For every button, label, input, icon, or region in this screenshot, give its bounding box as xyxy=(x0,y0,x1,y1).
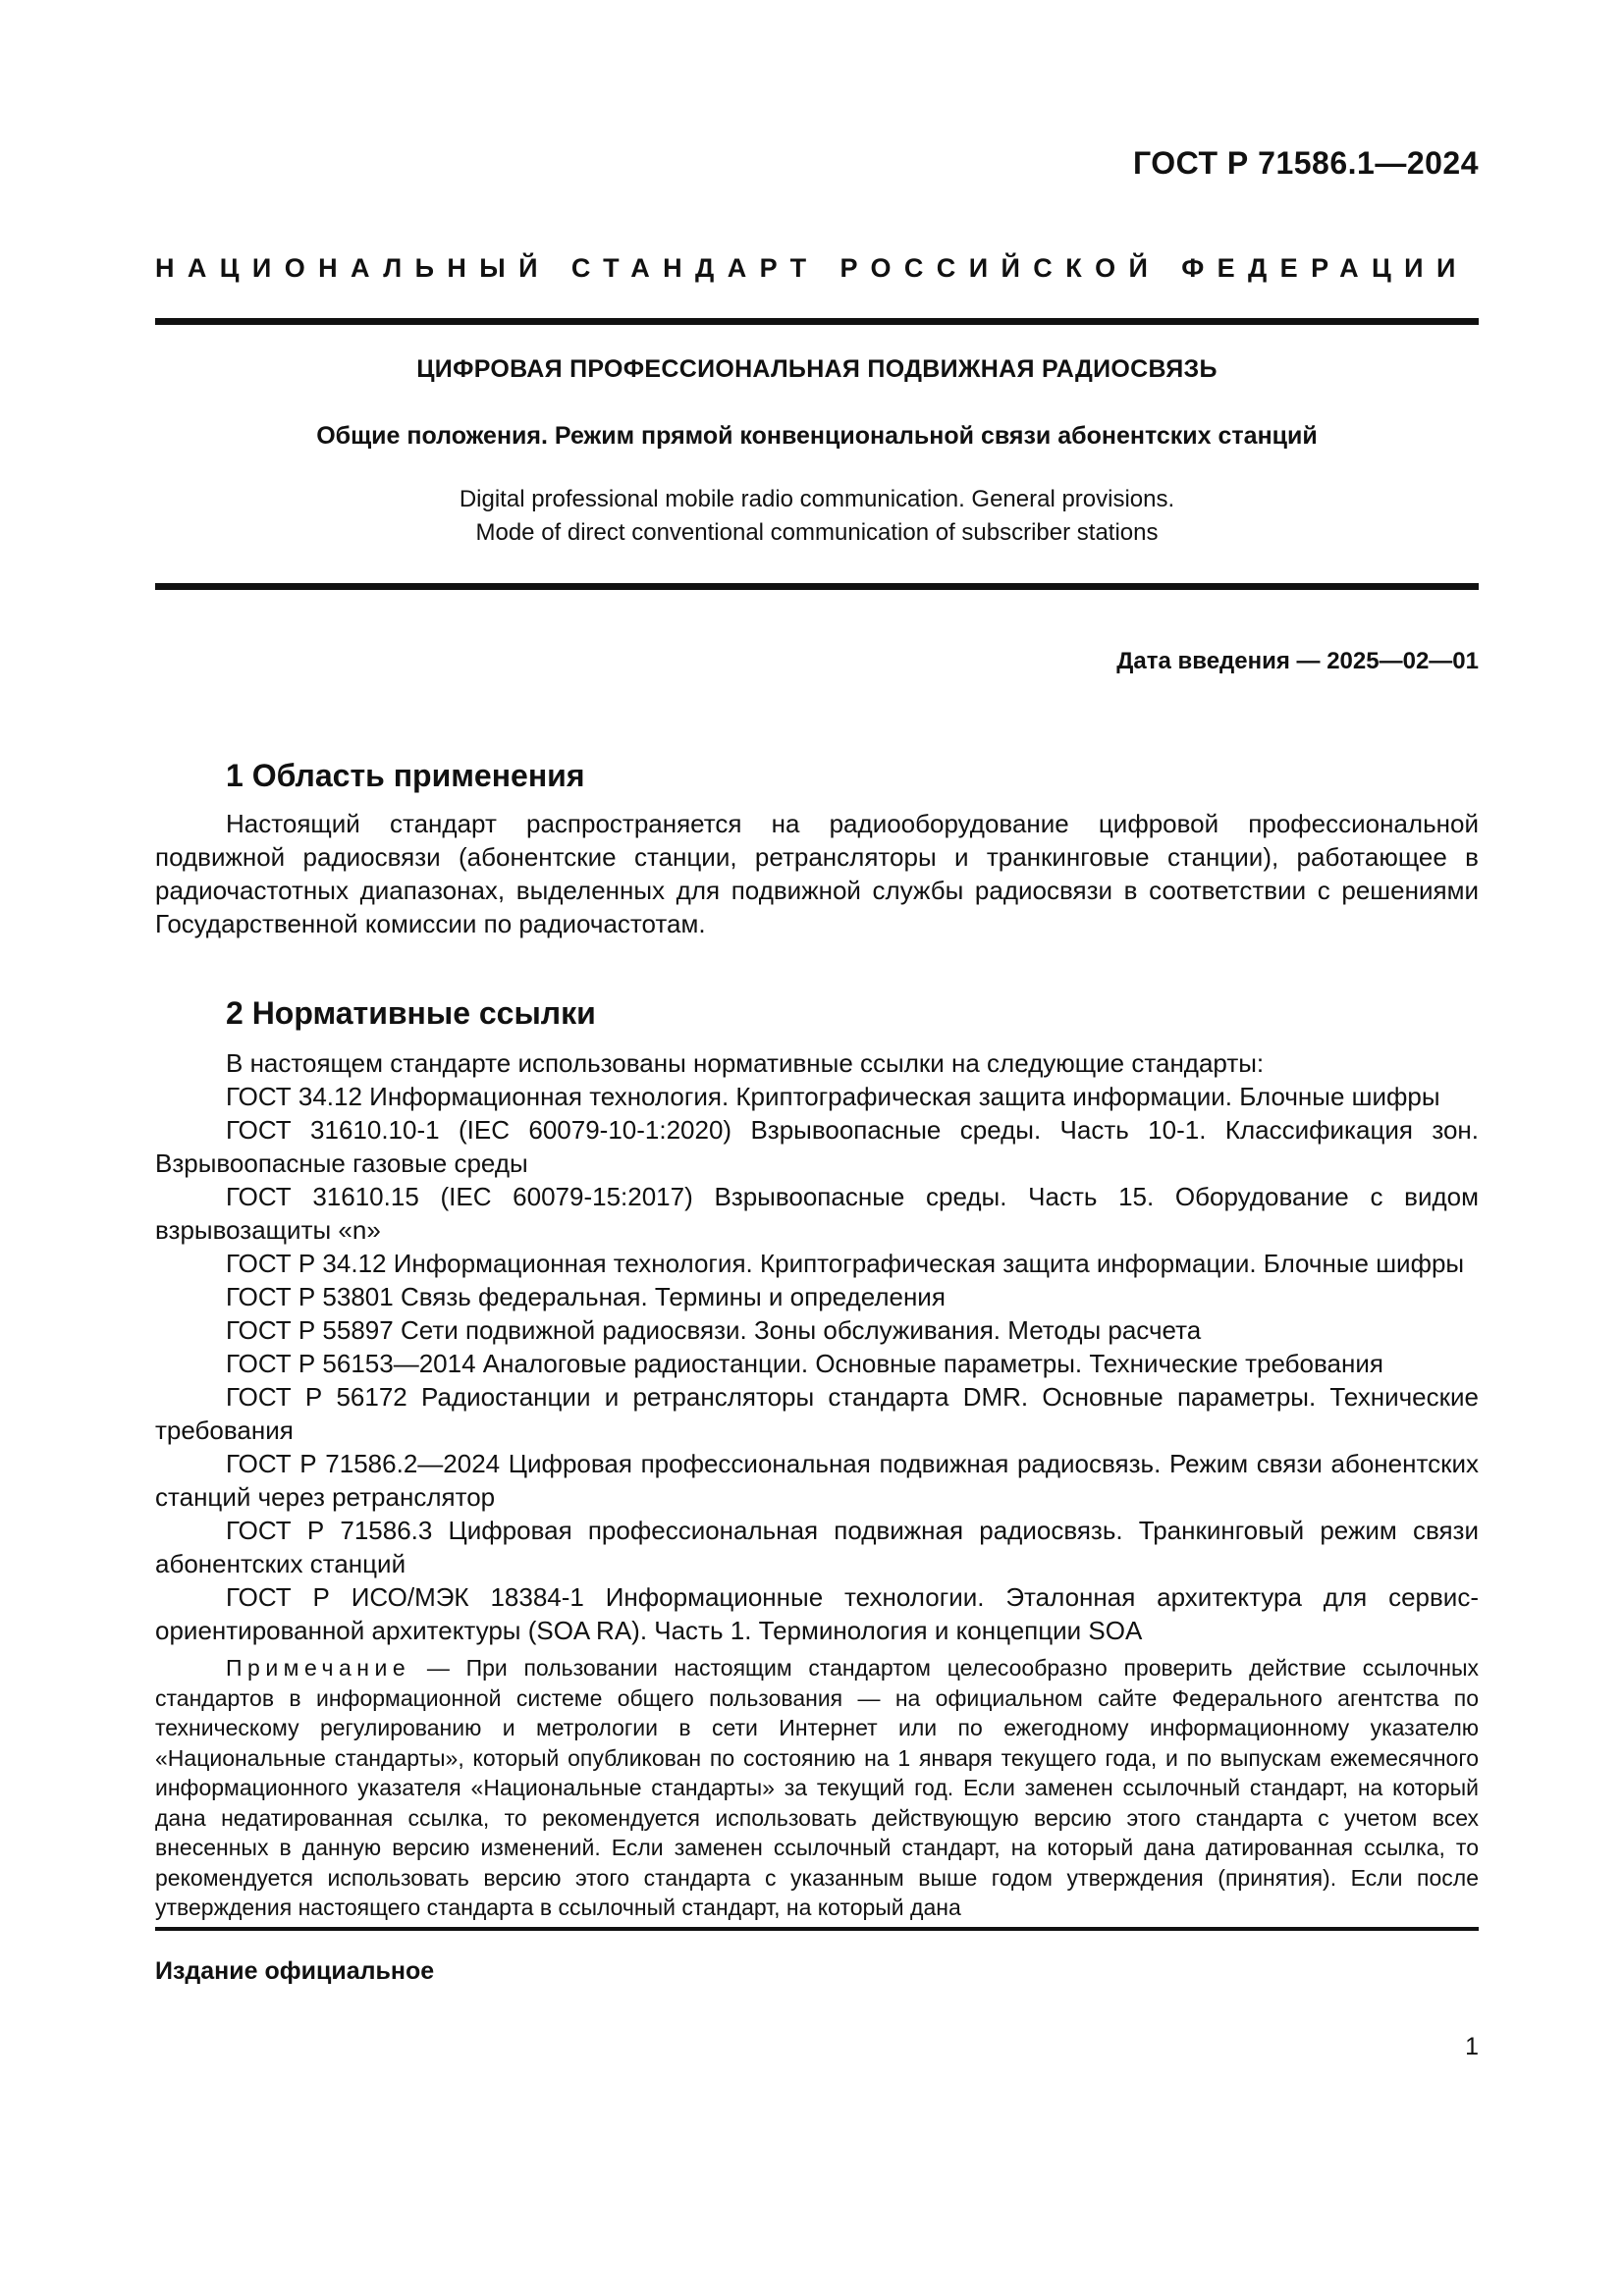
reference-item: ГОСТ Р ИСО/МЭК 18384-1 Информационные технологии. Эталонная архитектура для сервис-ориентированной архитектуры (SOA RA). Часть 1. Терминология и концепции SOA xyxy=(155,1582,1479,1645)
page-number: 1 xyxy=(1465,2033,1479,2060)
header-divider-top xyxy=(155,318,1479,325)
reference-item: ГОСТ Р 56153—2014 Аналоговые радиостанции. Основные параметры. Технические требования xyxy=(226,1349,1383,1378)
footer-divider xyxy=(155,1927,1479,1931)
english-title xyxy=(155,483,1479,550)
english-title-line-2: Mode of direct conventional communication of subscriber stations xyxy=(475,519,1159,546)
section-heading: 1 Область применения xyxy=(226,758,585,793)
reference-item: ГОСТ 34.12 Информационная технология. Криптографическая защита информации. Блочные шифры xyxy=(226,1082,1440,1111)
header-divider-bottom xyxy=(155,583,1479,590)
section-normative-references xyxy=(155,993,1479,1923)
references-intro: В настоящем стандарте использованы нормативные ссылки на следующие стандарты: xyxy=(226,1048,1265,1078)
national-standard-label: НАЦИОНАЛЬНЫЙ СТАНДАРТ РОССИЙСКОЙ ФЕДЕРАЦИИ xyxy=(155,253,1469,283)
reference-item: ГОСТ Р 71586.3 Цифровая профессиональная подвижная радиосвязь. Транкинговый режим связи абонентских станций xyxy=(155,1516,1479,1578)
section-heading: 2 Нормативные ссылки xyxy=(226,995,596,1031)
reference-item: ГОСТ Р 56172 Радиостанции и ретрансляторы стандарта DMR. Основные параметры. Технические требования xyxy=(155,1382,1479,1445)
reference-item: ГОСТ Р 53801 Связь федеральная. Термины и определения xyxy=(226,1282,946,1311)
document-title: ЦИФРОВАЯ ПРОФЕССИОНАЛЬНАЯ ПОДВИЖНАЯ РАДИОСВЯЗЬ xyxy=(416,355,1218,383)
document-subtitle: Общие положения. Режим прямой конвенциональной связи абонентских станций xyxy=(316,422,1318,450)
note-paragraph xyxy=(155,1653,1479,1923)
note-label: Примечание xyxy=(226,1655,411,1681)
document-code: ГОСТ Р 71586.1—2024 xyxy=(1133,145,1479,181)
reference-item: ГОСТ Р 34.12 Информационная технология. Криптографическая защита информации. Блочные шифры xyxy=(226,1249,1465,1278)
section-paragraph: Настоящий стандарт распространяется на радиооборудование цифровой профессиональной подвижной радиосвязи (абонентские станции, ретрансляторы и транкинговые станции), работающее в радиочастотных диапазонах, выделенных для подвижной службы радиосвязи в соответствии с решениями Государственной комиссии по радиочастотам. xyxy=(155,809,1479,938)
reference-item: ГОСТ 31610.10-1 (IEC 60079-10-1:2020) Взрывоопасные среды. Часть 10-1. Классификация зон. Взрывоопасные газовые среды xyxy=(155,1115,1479,1178)
introduction-date: Дата введения — 2025—02—01 xyxy=(1116,648,1479,674)
section-scope xyxy=(155,756,1479,940)
note-text: — При пользовании настоящим стандартом целесообразно проверить действие ссылочных стандартов в информационной системе общего пользования — на официальном сайте Федерального агентства по техническому регулированию и метрологии в сети Интернет или по ежегодному информационному указателю «Национальные стандарты», который опубликован по состоянию на 1 января текущего года, и по выпускам ежемесячного информационного указателя «Национальные стандарты» за текущий год. Если заменен ссылочный стандарт, на который дана недатированная ссылка, то рекомендуется использовать действующую версию этого стандарта с учетом всех внесенных в данную версию изменений. Если заменен ссылочный стандарт, на который дана датированная ссылка, то рекомендуется использовать версию этого стандарта с указанным выше годом утверждения (принятия). Если после утверждения настоящего стандарта в ссылочный стандарт, на который дана xyxy=(155,1655,1479,1920)
reference-item: ГОСТ Р 71586.2—2024 Цифровая профессиональная подвижная радиосвязь. Режим связи абонентских станций через ретранслятор xyxy=(155,1449,1479,1512)
official-edition-label: Издание официальное xyxy=(155,1957,435,1985)
reference-item: ГОСТ Р 55897 Сети подвижной радиосвязи. Зоны обслуживания. Методы расчета xyxy=(226,1315,1202,1345)
english-title-line-1: Digital professional mobile radio communication. General provisions. xyxy=(459,486,1175,512)
reference-item: ГОСТ 31610.15 (IEC 60079-15:2017) Взрывоопасные среды. Часть 15. Оборудование с видом взрывозащиты «n» xyxy=(155,1182,1479,1245)
